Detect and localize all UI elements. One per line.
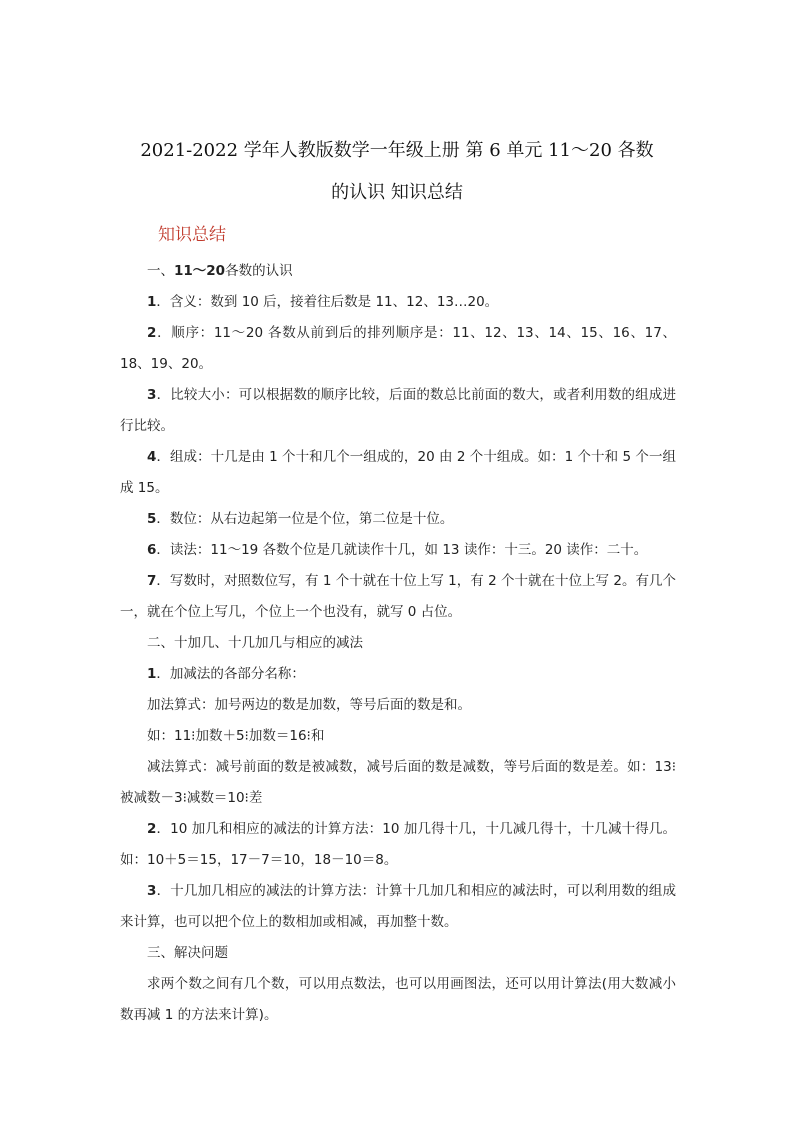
paragraph-1: 1．含义：数到 10 后，接着往后数是 11、12、13…20。 [147,294,499,310]
document-body [120,256,676,1031]
paragraph-3: 3．比较大小：可以根据数的顺序比较，后面的数总比前面的数大，或者利用数的组成进行比较。 [120,387,676,434]
addition-formula-text: 加法算式：加号两边的数是加数，等号后面的数是和。 [147,697,471,713]
paragraph-5: 5．数位：从右边起第一位是个位，第二位是十位。 [147,511,454,527]
section-2-paragraph-3: 3．十几加几相应的减法的计算方法：计算十几加几和相应的减法时，可以利用数的组成来计算，也可以把个位上的数相加或相减，再加整十数。 [120,883,676,930]
section-3-heading: 三、解决问题 [147,945,228,961]
section-2-paragraph-2: 2．10 加几和相应的减法的计算方法：10 加几得十几，十几减几得十，十几减十得几。如：10＋5＝15，17－7＝10，18－10＝8。 [120,821,676,868]
section-2-paragraph-1: 1．加减法的各部分名称： [147,666,305,682]
section-3-paragraph: 求两个数之间有几个数，可以用点数法，也可以用画图法，还可以用计算法(用大数减小数再减 1 的方法来计算)。 [120,976,676,1023]
document-title-line-2: 的认识 知识总结 [331,182,463,203]
paragraph-4: 4．组成：十几是由 1 个十和几个一组成的，20 由 2 个十组成。如：1 个十和 5 个一组成 15。 [120,449,676,496]
paragraph-7: 7．写数时，对照数位写，有 1 个十就在十位上写 1，有 2 个十就在十位上写 2。有几个一，就在个位上写几，个位上一个也没有，就写 0 占位。 [120,573,676,620]
paragraph-2: 2．顺序：11～20 各数从前到后的排列顺序是：11、12、13、14、15、16、17、18、19、20。 [120,325,676,372]
document-title-line-1: 2021-2022 学年人教版数学一年级上册 第 6 单元 11～20 各数 [140,140,654,161]
paragraph-6: 6．读法：11～19 各数个位是几就读作十几，如 13 读作：十三。20 读作：二十。 [147,542,648,558]
addition-example: 如：11⁝加数＋5⁝加数＝16⁝和 [147,728,325,744]
section-1-heading: 一、11～20各数的认识 [147,263,293,279]
section-2-heading: 二、十加几、十几加几与相应的减法 [147,635,363,651]
section-heading-summary: 知识总结 [158,225,226,245]
subtraction-formula-text: 减法算式：减号前面的数是被减数，减号后面的数是减数，等号后面的数是差。如：13⁝被减数－3⁝减数＝10⁝差 [120,759,676,806]
